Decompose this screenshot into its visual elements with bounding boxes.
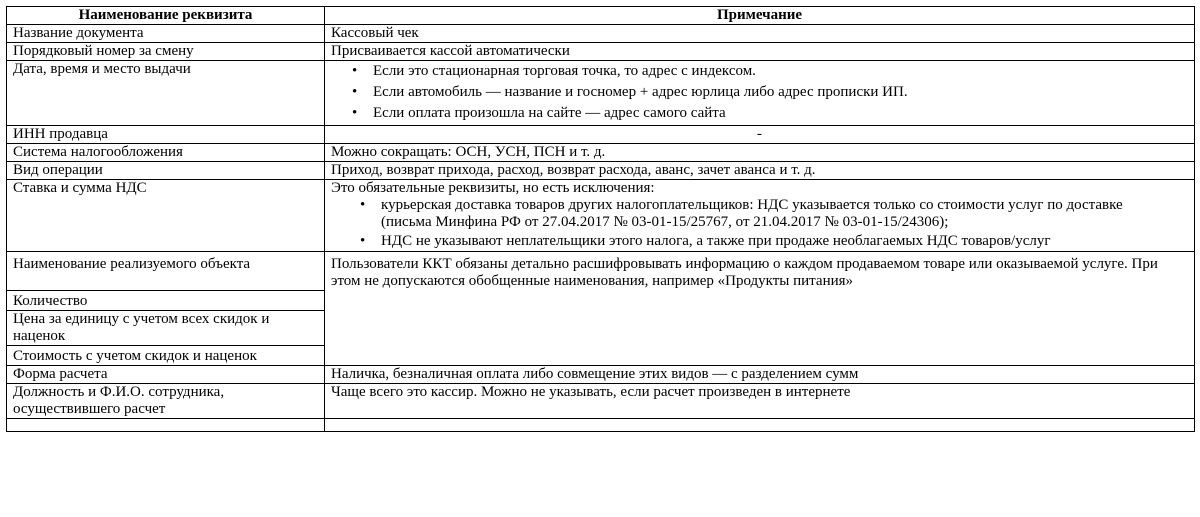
table-row [7,43,1195,61]
note-cell [325,61,1195,126]
field-cell: Цена за единицу с учетом всех скидок и наценок [7,311,325,346]
header-requisite-name: Наименование реквизита [7,7,325,25]
field-cell: Порядковый номер за смену [7,43,325,61]
note-cell [325,180,1195,252]
field-cell: Наименование реализуемого объекта [7,252,325,291]
field-cell: Количество [7,291,325,311]
header-note: Примечание [325,7,1195,25]
table-row [7,384,1195,419]
list-item: • НДС не указывают неплательщики этого налога, а также при продаже необлагаемых НДС товаров/услуг [381,233,1158,250]
table-row-continuation [7,419,1195,432]
field-cell: Форма расчета [7,366,325,384]
note-cell: Чаще всего это кассир. Можно не указывать, если расчет произведен в интернете [325,384,1195,419]
note-cell: Приход, возврат прихода, расход, возврат расхода, аванс, зачет аванса и т. д. [325,162,1195,180]
table-header-row [7,7,1195,25]
list-item: • Если оплата произошла на сайте — адрес самого сайта [373,103,1188,124]
empty-cell [325,419,1195,432]
field-cell: Должность и Ф.И.О. сотрудника, осуществившего расчет [7,384,325,419]
field-cell: Ставка и сумма НДС [7,180,325,252]
note-cell: - [325,126,1195,144]
field-cell: Дата, время и место выдачи [7,61,325,126]
empty-cell [7,419,325,432]
list-item: • Если автомобиль — название и госномер + адрес юрлица либо адрес прописки ИП. [373,82,1188,103]
field-cell: Название документа [7,25,325,43]
table-row [7,252,1195,291]
field-cell: Система налогообложения [7,144,325,162]
table-row [7,180,1195,252]
requisites-table [6,6,1195,432]
note-cell: Кассовый чек [325,25,1195,43]
note-cell: Наличка, безналичная оплата либо совмещение этих видов — с разделением сумм [325,366,1195,384]
list-item: • Если это стационарная торговая точка, то адрес с индексом. [373,61,1188,82]
table-row [7,162,1195,180]
note-cell: Пользователи ККТ обязаны детально расшифровывать информацию о каждом продаваемом товаре или оказываемой услуге. При этом не допускаются обобщенные наименования, например «Продукты питания» [325,252,1195,366]
note-cell: Можно сокращать: ОСН, УСН, ПСН и т. д. [325,144,1195,162]
field-cell: Стоимость с учетом скидок и наценок [7,346,325,366]
field-cell: ИНН продавца [7,126,325,144]
table-row [7,366,1195,384]
list-item: • курьерская доставка товаров других налогоплательщиков: НДС указывается только со стоимости услуг по доставке (письма Минфина РФ от 27.04.2017 № 03-01-15/25767, от 21.04.2017 № 03-01-15/24306); [381,197,1158,231]
vat-intro: Это обязательные реквизиты, но есть исключения: [331,180,655,196]
bullet-list [331,61,1188,124]
table-row [7,25,1195,43]
note-cell: Присваивается кассой автоматически [325,43,1195,61]
table-row [7,126,1195,144]
table-row [7,144,1195,162]
field-cell: Вид операции [7,162,325,180]
bullet-list [331,197,1188,250]
table-row [7,61,1195,126]
